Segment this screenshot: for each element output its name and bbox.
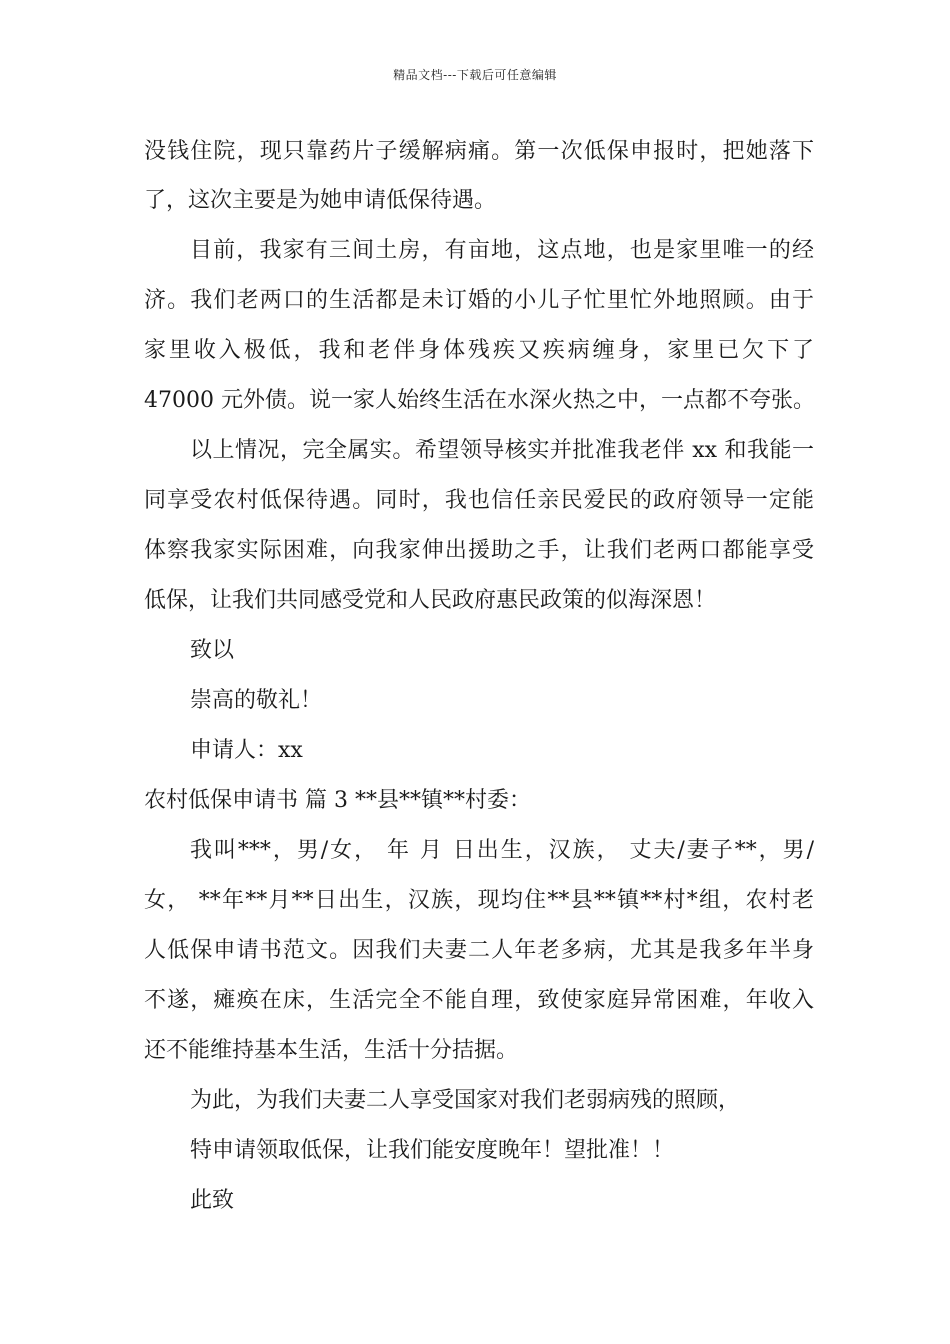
text-line: 体察我家实际困难，向我家伸出援助之手，让我们老两口都能享受	[144, 538, 814, 563]
text-line: 还不能维持基本生活，生活十分拮据。	[144, 1038, 519, 1063]
text-line: 47000 元外债。说一家人始终生活在水深火热之中，一点都不夸张。	[144, 388, 815, 413]
text-line: 女， **年**月**日出生，汉族，现均住**县**镇**村*组，农村老	[144, 888, 814, 913]
closing-line: 此致	[190, 1188, 235, 1213]
text-line: 低保，让我们共同感受党和人民政府惠民政策的似海深恩！	[144, 588, 717, 613]
text-line: 家里收入极低，我和老伴身体残疾又疾病缠身，家里已欠下了	[144, 338, 814, 363]
text-line: 不遂，瘫痪在床，生活完全不能自理，致使家庭异常困难，年收入	[144, 988, 814, 1013]
page-header: 精品文档---下载后可任意编辑	[393, 68, 557, 82]
text-line: 没钱住院，现只靠药片子缓解病痛。第一次低保申报时，把她落下	[144, 139, 814, 164]
text-line: 同享受农村低保待遇。同时，我也信任亲民爱民的政府领导一定能	[144, 488, 814, 513]
text-line: 特申请领取低保，让我们能安度晚年！望批准！！	[190, 1138, 675, 1163]
text-line: 了，这次主要是为她申请低保待遇。	[144, 188, 497, 213]
closing-line: 崇高的敬礼！	[190, 688, 323, 713]
text-line: 以上情况，完全属实。希望领导核实并批准我老伴 xx 和我能一	[190, 438, 814, 463]
section-title: 农村低保申请书 篇 3 **县**镇**村委：	[144, 788, 531, 813]
text-line: 我叫***，男/女， 年 月 日出生，汉族， 丈夫/妻子**，男/	[190, 838, 814, 863]
text-line: 目前，我家有三间土房，有亩地，这点地，也是家里唯一的经	[190, 238, 814, 263]
text-line: 人低保申请书范文。因我们夫妻二人年老多病，尤其是我多年半身	[144, 938, 814, 963]
text-line: 济。我们老两口的生活都是未订婚的小儿子忙里忙外地照顾。由于	[144, 288, 814, 313]
applicant-line: 申请人：xx	[190, 738, 303, 763]
text-line: 为此，为我们夫妻二人享受国家对我们老弱病残的照顾，	[190, 1088, 741, 1113]
closing-line: 致以	[190, 638, 235, 663]
